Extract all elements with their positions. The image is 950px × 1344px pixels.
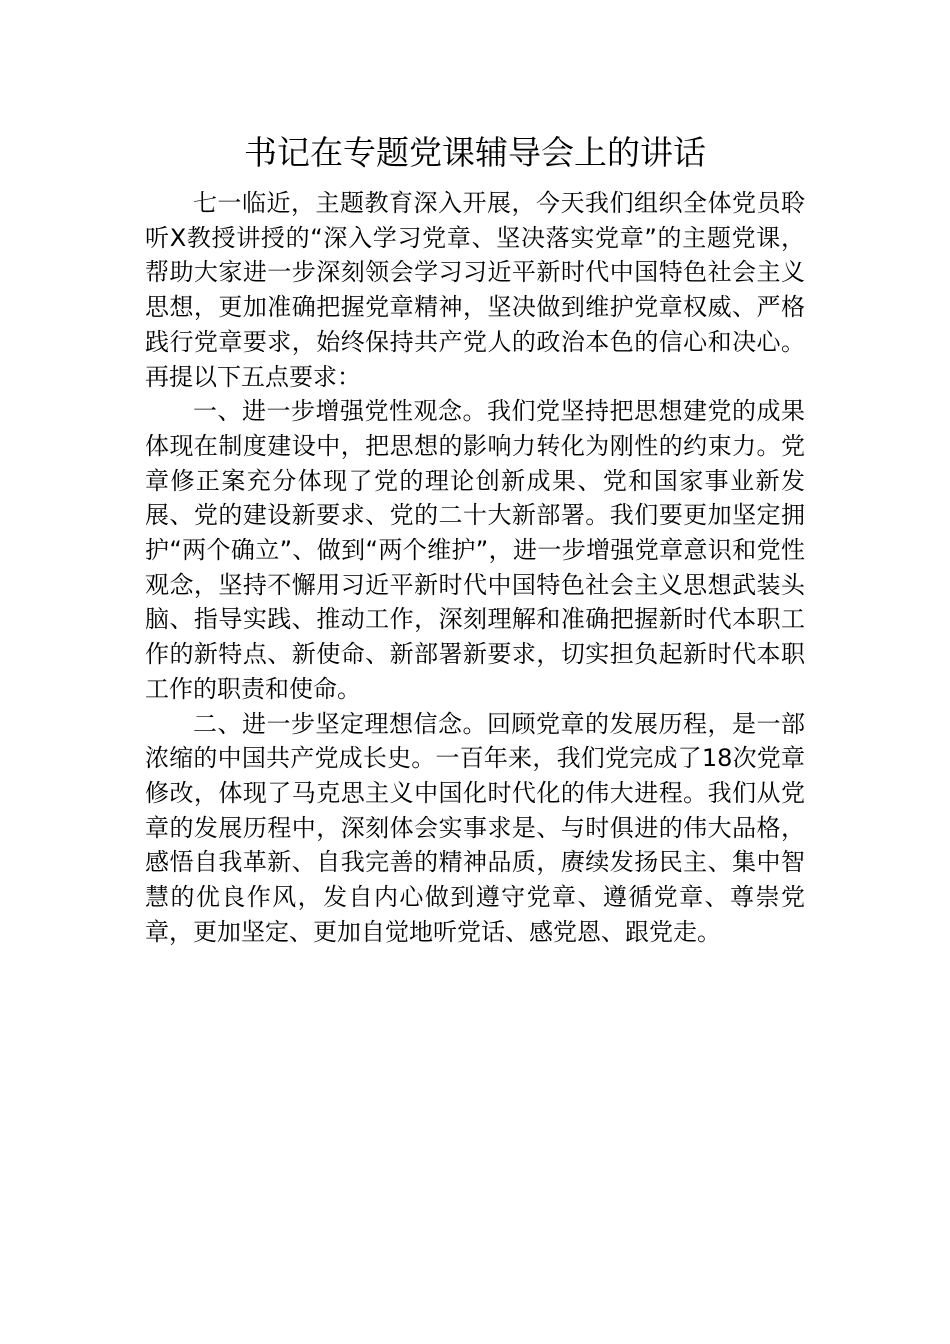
paragraph-point-two: 二、进一步坚定理想信念。回顾党章的发展历程，是一部浓缩的中国共产党成长史。一百年来，我们党完成了18次党章修改，体现了马克思主义中国化时代化的伟大进程。我们从党章的发展历程中，深刻体会实事求是、与时俱进的伟大品格，感悟自我革新、自我完善的精神品质，赓续发扬民主、集中智慧的优良作风，发自内心做到遵守党章、遵循党章、尊崇党章，更加坚定、更加自觉地听党话、感党恩、跟党走。 [145, 709, 805, 946]
paragraph-intro: 七一临近，主题教育深入开展，今天我们组织全体党员聆听X教授讲授的“深入学习党章、坚决落实党章”的主题党课，帮助大家进一步深刻领会学习习近平新时代中国特色社会主义思想，更加准确把握党章精神，坚决做到维护党章权威、严格践行党章要求，始终保持共产党人的政治本色的信心和决心。再提以下五点要求： [145, 189, 805, 391]
paragraph-point-one: 一、进一步增强党性观念。我们党坚持把思想建党的成果体现在制度建设中，把思想的影响力转化为刚性的约束力。党章修正案充分体现了党的理论创新成果、党和国家事业新发展、党的建设新要求、党的二十大新部署。我们要更加坚定拥护“两个确立”、做到“两个维护”，进一步增强党章意识和党性观念，坚持不懈用习近平新时代中国特色社会主义思想武装头脑、指导实践、推动工作，深刻理解和准确把握新时代本职工作的新特点、新使命、新部署新要求，切实担负起新时代本职工作的职责和使命。 [145, 397, 805, 703]
document-title: 书记在专题党课辅导会上的讲话 [244, 133, 706, 172]
document-body [145, 186, 805, 949]
